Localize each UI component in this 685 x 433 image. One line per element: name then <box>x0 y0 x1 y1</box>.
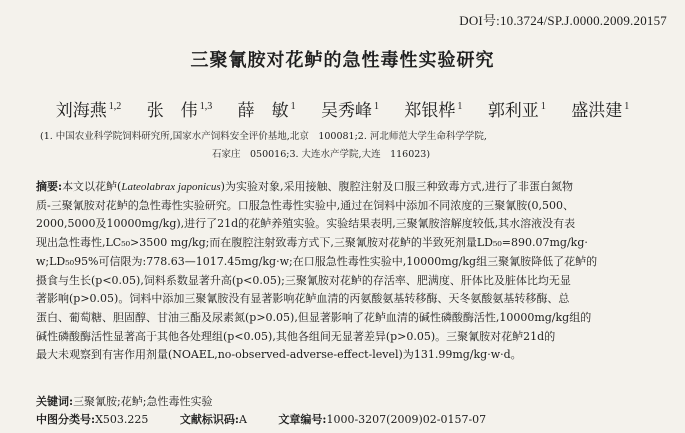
abstract-line: 碱性磷酸酶活性显著高于其他各处理组(p<0.05),其他各组间无显著差异(p>0.05)。三聚氰胺对花鲈21d的 <box>36 329 556 343</box>
classification-info <box>36 411 514 427</box>
clc-label: 中图分类号: <box>36 413 96 426</box>
keywords <box>36 393 212 409</box>
abstract-label: 摘要: <box>36 180 63 193</box>
abstract-line: 著影响(p>0.05)。饲料中添加三聚氰胺没有显著影响花鲈血清的丙氨酸氨基转移酶、天冬氨酸氨基转移酶、总 <box>36 292 570 306</box>
abstract-line: 2000,5000及10000mg/kg),进行了21d的花鲈养殖实验。实验结果表明,三聚氰胺溶解度较低,其水溶液没有表 <box>36 217 576 231</box>
species-latin-name: Lateolabrax japonicus <box>121 181 221 193</box>
author: 薛 敏 $^1$ <box>237 101 296 121</box>
abstract-line: 摘要:本文以花鲈(Lateolabrax japonicus)为实验对象,采用接触、腹腔注射及口服三种致毒方式,进行了非蛋白氮物 <box>36 180 573 193</box>
paper-title: 三聚氰胺对花鲈的急性毒性实验研究 <box>190 50 495 71</box>
abstract <box>36 178 663 365</box>
affiliation-line: 石家庄 050016;3. 大连水产学院,大连 116023) <box>212 149 431 160</box>
keywords-label: 关键词: <box>36 395 74 408</box>
doi-number: DOI号:10.3724/SP.J.0000.2009.20157 <box>459 13 667 28</box>
abstract-line: 蛋白、葡萄糖、胆固醇、甘油三酯及尿素氮(p>0.05),但显著影响了花鲈血清的碱性磷酸酶活性,10000mg/kg组的 <box>36 310 592 324</box>
abstract-line: 摄食与生长(p<0.05),饲料系数显著升高(p<0.05);三聚氰胺对花鲈的存活率、肥满度、肝体比及脏体比均无显 <box>36 273 571 287</box>
author: 郭利亚 $^1$ <box>487 101 546 121</box>
author: 盛洪建 $^1$ <box>571 101 630 121</box>
author-list <box>20 96 665 121</box>
abstract-line: 质-三聚氰胺对花鲈的急性毒性实验研究。口服急性毒性实验中,通过在饲料中添加不同浓度的三聚氰胺(0,500、 <box>36 198 574 212</box>
abstract-line: 现出急性毒性,LC₅₀>3500 mg/kg;而在腹腔注射致毒方式下,三聚氰胺对花鲈的半致死剂量LD₅₀=890.07mg/kg· <box>36 236 588 250</box>
author: 刘海燕 $^{1,2}$ <box>55 101 122 121</box>
clc-value: X503.225 <box>95 413 149 426</box>
document-code-value: A <box>238 413 247 426</box>
article-number-value: 1000-3207(2009)02-0157-07 <box>326 413 487 426</box>
article-number-label: 文章编号: <box>278 413 327 426</box>
abstract-line: w;LD₅₀95%可信限为:778.63—1017.45mg/kg·w;在口服急性毒性实验中,10000mg/kg组三聚氰胺降低了花鲈的 <box>36 254 598 268</box>
author: 张 伟 $^{1,3}$ <box>146 101 213 121</box>
document-code-label: 文献标识码: <box>179 413 239 426</box>
abstract-line: 最大未观察到有害作用剂量(NOAEL,no-observed-adverse-effect-level)为131.99mg/kg·w·d。 <box>36 348 522 362</box>
keywords-text: 三聚氰胺;花鲈;急性毒性实验 <box>73 395 213 408</box>
author: 郑银桦 $^1$ <box>404 101 463 121</box>
affiliation-line: (1. 中国农业科学院饲料研究所,国家水产饲料安全评价基地,北京 100081;2. 河北师范大学生命科学学院, <box>40 131 487 142</box>
author: 吴秀峰 $^1$ <box>321 101 379 121</box>
